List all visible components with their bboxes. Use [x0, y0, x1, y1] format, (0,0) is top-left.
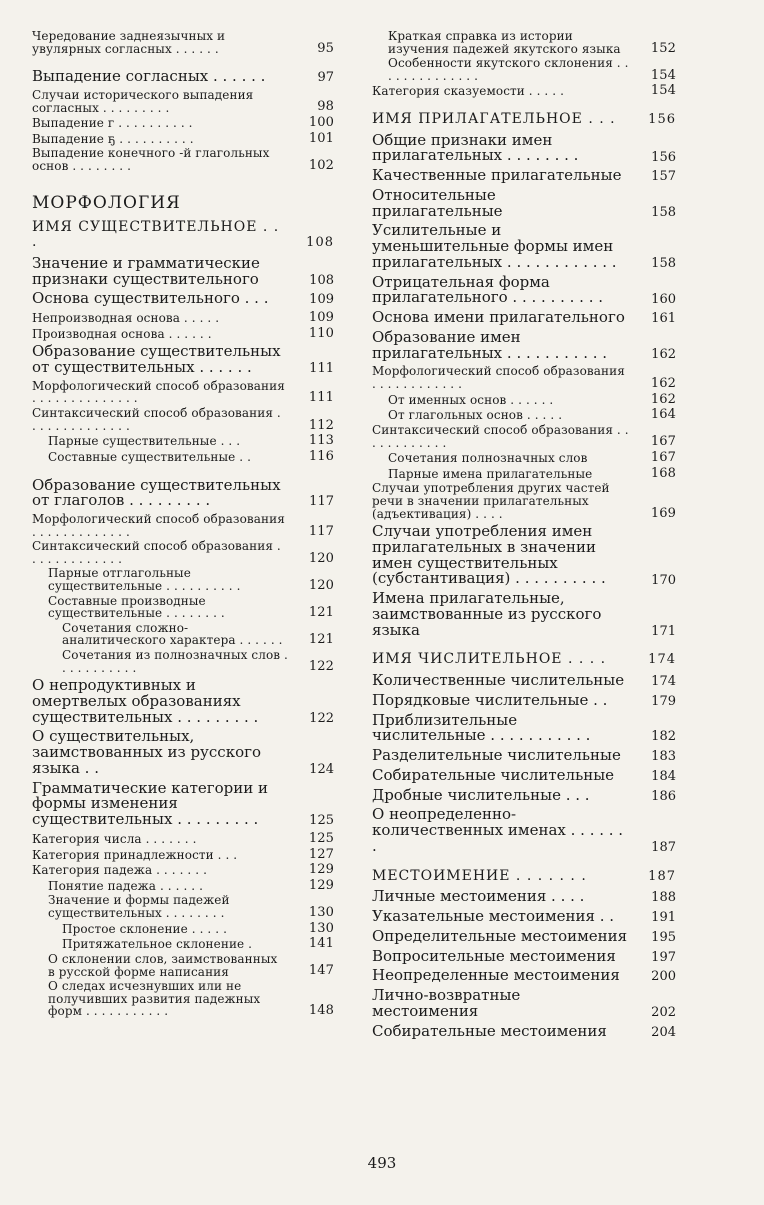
- toc-entry: [372, 673, 676, 689]
- toc-entry: [32, 407, 334, 432]
- toc-entry: [32, 192, 334, 213]
- toc-entry-title: О непродуктивных и омертвелых образованиях существительных . . . . . . . . .: [32, 676, 259, 726]
- toc-entry: [32, 937, 334, 951]
- toc-entry-title: ИМЯ ПРИЛАГАТЕЛЬНОЕ . . .: [372, 111, 616, 128]
- toc-entry-title: Морфологический способ образования . . . . . . . . . . . .: [372, 364, 625, 392]
- toc-entry: [372, 748, 676, 764]
- toc-entry: [32, 863, 334, 877]
- toc-entry-title: Количественные числительные: [372, 671, 625, 690]
- toc-entry: [32, 327, 334, 341]
- toc-entry: [32, 894, 334, 919]
- toc-entry: [32, 953, 334, 978]
- toc-entry: [32, 380, 334, 405]
- toc-entry-title: Простое склонение . . . . .: [62, 921, 227, 936]
- toc-entry-page: 174: [651, 674, 676, 690]
- toc-entry-title: Сочетания из полнозначных слов . . . . . . . . . . .: [62, 647, 288, 675]
- toc-entry: [372, 451, 676, 465]
- toc-entry-page: 124: [309, 761, 334, 777]
- toc-entry: [372, 807, 676, 854]
- toc-entry-title: Отрицательная форма прилагательного . . . . . . . . . .: [372, 272, 604, 307]
- toc-entry-title: Притяжательное склонение .: [62, 937, 253, 952]
- toc-entry-page: 129: [308, 862, 334, 878]
- toc-entry: [32, 89, 334, 114]
- toc-entry-page: 204: [651, 1024, 676, 1040]
- toc-entry-page: 161: [651, 311, 676, 327]
- toc-entry-page: 117: [309, 494, 334, 510]
- toc-entry-title: Образование существительных от существительных . . . . . .: [32, 342, 281, 377]
- toc-entry-title: Выпадение согласных . . . . . .: [32, 67, 266, 86]
- toc-entry: [32, 649, 334, 674]
- toc-entry-title: Парные отглагольные существительные . . . . . . . . . .: [48, 566, 241, 593]
- toc-entry: [32, 475, 334, 510]
- toc-entry-title: Синтаксический способ образования . . . . . . . . . . . . . .: [32, 406, 281, 433]
- toc-entry: [32, 922, 334, 936]
- toc-entry-title: Имена прилагательные, заимствованные из русского языка: [372, 589, 602, 639]
- toc-left-column: [32, 28, 334, 1020]
- toc-entry-title: Разделительные числительные: [372, 746, 621, 765]
- toc-entry-page: 162: [651, 346, 676, 362]
- toc-entry: [32, 220, 334, 249]
- toc-entry-title: О склонении слов, заимствованных в русской форме написания: [48, 951, 278, 979]
- toc-entry-page: 200: [651, 969, 676, 985]
- toc-entry: [372, 524, 676, 587]
- toc-entry: [372, 30, 676, 55]
- toc-entry-page: 170: [651, 572, 676, 588]
- toc-entry-title: ИМЯ СУЩЕСТВИТЕЛЬНОЕ . . .: [32, 219, 280, 251]
- toc-entry-page: 113: [308, 433, 334, 449]
- toc-entry-title: О существительных, заимствованных из русского языка . .: [32, 727, 261, 777]
- toc-entry-page: 171: [651, 623, 676, 639]
- toc-entry-page: 108: [309, 272, 334, 288]
- toc-entry: [32, 30, 334, 55]
- toc-entry-page: 129: [308, 877, 334, 893]
- toc-entry-page: 162: [650, 391, 676, 407]
- toc-entry-title: Грамматические категории и формы изменения существительных . . . . . . . . .: [32, 778, 269, 829]
- toc-entry-page: 102: [308, 157, 334, 173]
- toc-entry-title: Собирательные местоимения: [372, 1021, 607, 1040]
- toc-entry: [372, 393, 676, 407]
- toc-entry-page: 121: [308, 632, 334, 648]
- toc-entry-page: 116: [308, 448, 334, 464]
- toc-entry-page: 98: [317, 99, 334, 115]
- toc-entry-title: ИМЯ ЧИСЛИТЕЛЬНОЕ . . . .: [372, 651, 607, 668]
- toc-entry: [372, 968, 676, 984]
- toc-entry: [32, 540, 334, 565]
- toc-entry-page: 187: [648, 868, 676, 884]
- toc-entry-title: Случаи употребления имен прилагательных в значении имен существительных (субстантивация) . . . . . . . . . .: [372, 522, 606, 588]
- toc-entry: [32, 513, 334, 538]
- toc-entry-page: 179: [651, 693, 676, 709]
- toc-entry-title: Морфологический способ образования . . . . . . . . . . . . .: [32, 512, 285, 539]
- toc-entry: [372, 365, 676, 390]
- toc-entry-page: 184: [651, 768, 676, 784]
- toc-entry: [32, 147, 334, 172]
- toc-entry: [372, 690, 676, 709]
- toc-entry-page: 100: [308, 115, 334, 131]
- toc-entry-title: МОРФОЛОГИЯ: [32, 192, 181, 213]
- toc-entry: [372, 765, 676, 784]
- toc-entry: [372, 467, 676, 481]
- toc-entry-title: Составные существительные . .: [48, 449, 251, 464]
- toc-entry: [372, 482, 676, 520]
- toc-entry: [32, 434, 334, 448]
- toc-entry-page: 112: [308, 417, 334, 433]
- toc-entry-page: 188: [651, 890, 676, 906]
- toc-entry-title: Основа существительного . . .: [32, 289, 269, 308]
- toc-entry: [32, 116, 334, 130]
- toc-entry: [372, 310, 676, 326]
- toc-entry-title: МЕСТОИМЕНИЕ . . . . . . .: [372, 867, 587, 884]
- toc-entry-page: 122: [309, 710, 334, 726]
- toc-entry-title: Синтаксический способ образования . . . . . . . . . . . . .: [32, 539, 281, 566]
- toc-entry: [32, 832, 334, 846]
- toc-entry-title: Значение и грамматические признаки существительного: [32, 253, 260, 288]
- toc-entry-title: Непроизводная основа . . . . .: [32, 311, 220, 326]
- toc-entry-page: 156: [648, 112, 676, 128]
- toc-entry-page: 158: [651, 204, 676, 220]
- toc-entry-title: Порядковые числительные . .: [372, 690, 608, 709]
- toc-entry-title: Понятие падежа . . . . . .: [48, 878, 204, 893]
- toc-entry-title: Категория сказуемости . . . . .: [372, 84, 565, 99]
- toc-entry: [32, 69, 334, 85]
- toc-entry: [32, 291, 334, 307]
- toc-entry-title: Лично-возвратные местоимения: [372, 986, 521, 1020]
- toc-entry-title: Категория падежа . . . . . . .: [32, 863, 207, 878]
- toc-entry: [32, 344, 334, 376]
- toc-entry-page: 169: [650, 505, 676, 521]
- toc-entry: [372, 591, 676, 638]
- toc-entry-page: 202: [651, 1004, 676, 1020]
- toc-entry-page: 157: [651, 169, 676, 185]
- toc-entry-page: 110: [308, 325, 334, 341]
- toc-entry-page: 97: [317, 70, 334, 86]
- toc-entry-page: 156: [651, 149, 676, 165]
- toc-entry: [32, 253, 334, 288]
- toc-entry-title: Собирательные числительные: [372, 765, 615, 784]
- toc-entry-page: 147: [308, 963, 334, 979]
- toc-entry-page: 130: [308, 904, 334, 920]
- toc-entry-page: 120: [308, 577, 334, 593]
- toc-entry-title: Морфологический способ образования . . . . . . . . . . . . . .: [32, 378, 285, 406]
- toc-entry-title: Составные производные существительные . . . . . . . .: [48, 593, 225, 621]
- toc-entry: [372, 223, 676, 270]
- toc-entry: [372, 272, 676, 307]
- toc-entry-page: 182: [651, 729, 676, 745]
- toc-entry-page: 197: [651, 949, 676, 965]
- toc-entry: [372, 84, 676, 98]
- toc-entry-title: Личные местоимения . . . .: [372, 887, 585, 906]
- toc-entry-page: 167: [650, 434, 676, 450]
- toc-entry-title: От глагольных основ . . . . .: [388, 408, 563, 423]
- toc-entry: [372, 130, 676, 165]
- toc-entry-title: Указательные местоимения . .: [372, 907, 615, 926]
- toc-entry-page: 130: [308, 920, 334, 936]
- toc-entry-title: Определительные местоимения: [372, 926, 628, 945]
- toc-entry-title: Образование имен прилагательных . . . . . . . . . . .: [372, 327, 608, 362]
- toc-entry-page: 168: [650, 465, 676, 481]
- toc-entry-page: 154: [650, 67, 676, 83]
- toc-entry-title: Краткая справка из истории изучения падежей якутского языка: [388, 29, 621, 56]
- toc-entry-title: Относительные прилагательные: [372, 185, 503, 220]
- toc-entry: [32, 848, 334, 862]
- toc-entry-page: 109: [308, 310, 334, 326]
- toc-entry-page: 183: [651, 749, 676, 765]
- toc-entry: [372, 785, 676, 804]
- toc-entry-page: 164: [650, 407, 676, 423]
- toc-entry-page: 121: [308, 605, 334, 621]
- toc-right-column: [372, 28, 676, 1043]
- toc-entry-title: Качественные прилагательные: [372, 166, 622, 185]
- toc-entry-title: Выпадение г . . . . . . . . . .: [32, 116, 193, 131]
- toc-entry-page: 111: [309, 361, 334, 377]
- toc-entry: [32, 595, 334, 620]
- toc-entry-page: 141: [308, 936, 334, 952]
- toc-entry-title: Дробные числительные . . .: [372, 785, 590, 804]
- toc-entry-page: 167: [650, 450, 676, 466]
- toc-entry: [372, 909, 676, 925]
- toc-entry: [372, 889, 676, 905]
- toc-entry-page: 160: [651, 291, 676, 307]
- toc-entry-page: 187: [651, 839, 676, 855]
- toc-entry-page: 122: [308, 659, 334, 675]
- toc-entry: [372, 168, 676, 184]
- toc-entry-page: 111: [308, 390, 334, 406]
- page-number: 493: [367, 1154, 397, 1172]
- toc-entry: [372, 946, 676, 965]
- toc-entry: [32, 622, 334, 647]
- toc-entry: [372, 408, 676, 422]
- toc-entry-title: Категория принадлежности . . .: [32, 847, 238, 862]
- toc-entry-title: Парные имена прилагательные: [388, 466, 593, 481]
- toc-entry-title: Основа имени прилагательного: [372, 308, 625, 327]
- toc-entry-title: Усилительные и уменьшительные формы имен прилагательных . . . . . . . . . . . .: [372, 221, 617, 271]
- toc-entry: [372, 710, 676, 745]
- toc-entry-title: Синтаксический способ образования . . . . . . . . . . . .: [372, 422, 629, 450]
- toc-entry-title: От именных основ . . . . . .: [388, 392, 554, 407]
- toc-entry: [372, 112, 676, 127]
- toc-entry-page: 108: [306, 235, 334, 251]
- toc-entry-page: 162: [650, 376, 676, 391]
- toc-entry-page: 158: [651, 256, 676, 272]
- toc-entry-title: Особенности якутского склонения . . . . . . . . . . . . . .: [388, 56, 629, 83]
- toc-entry-title: Общие признаки имен прилагательных . . . . . . . .: [372, 130, 579, 165]
- toc-entry-title: О следах исчезнувших или не получивших развития падежных форм . . . . . . . . . . .: [48, 979, 261, 1019]
- toc-entry-title: Сочетания полнозначных слов: [388, 451, 588, 466]
- toc-entry-page: 152: [650, 40, 676, 56]
- toc-entry-title: Значение и формы падежей существительных . . . . . . . .: [48, 893, 230, 921]
- toc-entry: [32, 132, 334, 146]
- toc-entry: [32, 879, 334, 893]
- toc-entry-title: Выпадение конечного -й глагольных основ . . . . . . . .: [32, 146, 270, 173]
- toc-entry: [372, 185, 676, 220]
- toc-entry: [372, 327, 676, 362]
- toc-entry-title: Категория числа . . . . . . .: [32, 831, 197, 846]
- toc-entry-title: Чередование заднеязычных и увулярных согласных . . . . . .: [32, 29, 226, 56]
- toc-entry-title: Вопросительные местоимения: [372, 946, 616, 965]
- toc-entry-page: 120: [308, 550, 334, 566]
- toc-entry: [372, 652, 676, 667]
- toc-entry: [32, 678, 334, 725]
- toc-entry-title: Приблизительные числительные . . . . . . . . . . .: [372, 710, 591, 745]
- toc-entry: [372, 57, 676, 82]
- toc-entry-page: 186: [651, 788, 676, 804]
- toc-entry: [372, 869, 676, 884]
- toc-entry: [372, 988, 676, 1020]
- toc-entry-page: 117: [308, 523, 334, 539]
- toc-entry: [372, 926, 676, 945]
- toc-entry: [372, 1021, 676, 1040]
- toc-entry: [32, 980, 334, 1018]
- toc-entry: [32, 778, 334, 829]
- toc-entry-page: 148: [308, 1003, 334, 1019]
- toc-entry-page: 95: [317, 40, 334, 56]
- toc-entry: [32, 311, 334, 325]
- toc-entry-title: О неопределенно-количественных именах . . . . . . .: [372, 805, 624, 855]
- toc-entry-page: 174: [648, 652, 676, 668]
- toc-entry-title: Образование существительных от глаголов . . . . . . . . .: [32, 475, 281, 510]
- toc-entry-page: 101: [308, 130, 334, 146]
- toc-entry: [372, 424, 676, 449]
- toc-entry-title: Неопределенные местоимения: [372, 966, 620, 985]
- toc-entry: [32, 729, 334, 776]
- toc-entry-page: 195: [651, 929, 676, 945]
- toc-entry-title: Сочетания сложно-аналитического характера . . . . . .: [62, 620, 283, 648]
- toc-entry-title: Производная основа . . . . . .: [32, 326, 212, 341]
- toc-entry-page: 154: [650, 83, 676, 99]
- toc-entry-page: 125: [309, 813, 334, 829]
- toc-entry-title: Парные существительные . . .: [48, 434, 241, 449]
- toc-entry: [32, 567, 334, 592]
- toc-entry-title: Случаи исторического выпадения согласных . . . . . . . . .: [32, 87, 254, 115]
- toc-entry-page: 191: [651, 910, 676, 926]
- toc-entry-title: Случаи употребления других частей речи в значении прилагательных (адъективация) . . . .: [372, 481, 610, 521]
- toc-entry: [32, 450, 334, 464]
- toc-entry-page: 125: [308, 830, 334, 846]
- toc-entry-page: 109: [309, 292, 334, 308]
- toc-entry-title: Выпадение ҕ . . . . . . . . . .: [32, 131, 194, 146]
- toc-entry-page: 127: [308, 846, 334, 862]
